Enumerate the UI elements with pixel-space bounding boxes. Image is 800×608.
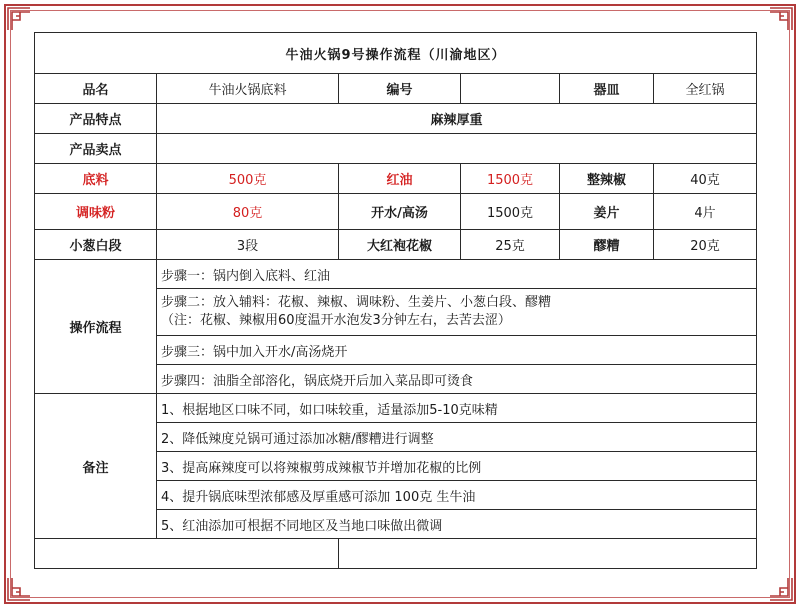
product-code-value [461,74,560,104]
process-step-3: 步骤三：锅中加入开水/高汤烧开 [157,336,757,365]
ingredient-row [35,164,757,194]
selling-points-value [157,134,757,164]
process-step-4: 步骤四：油脂全部溶化，锅底烧开后加入菜品即可烫食 [157,365,757,394]
ingredient-label: 大红袍花椒 [339,230,461,260]
ingredient-value: 20克 [654,230,757,260]
vessel-label: 器皿 [560,74,654,104]
corner-ornament-icon [768,6,794,32]
ingredient-value: 4片 [654,194,757,230]
product-code-label: 编号 [339,74,461,104]
process-step-2 [157,289,757,336]
ingredient-label: 整辣椒 [560,164,654,194]
features-value: 麻辣厚重 [157,104,757,134]
process-step-1: 步骤一：锅内倒入底料、红油 [157,260,757,289]
product-name-label: 品名 [35,74,157,104]
notes-label: 备注 [35,394,157,539]
blank-cell [339,539,757,569]
process-step-2-note: （注：花椒、辣椒用60度温开水泡发3分钟左右，去苦去涩） [161,313,511,328]
ingredient-label: 调味粉 [35,194,157,230]
process-step-2-line-1: 步骤二：放入辅料：花椒、辣椒、调味粉、生姜片、小葱白段、醪糟 [161,295,552,310]
ingredient-value: 1500克 [461,194,560,230]
selling-points-row [35,134,757,164]
features-row [35,104,757,134]
ingredient-label: 红油 [339,164,461,194]
note-row [35,394,757,423]
ingredient-label: 小葱白段 [35,230,157,260]
ingredient-value: 1500克 [461,164,560,194]
ingredient-row [35,230,757,260]
note-item: 4、提升锅底味型浓郁感及厚重感可添加 100克 生牛油 [157,481,757,510]
ingredient-label: 开水/高汤 [339,194,461,230]
ingredient-value: 80克 [157,194,339,230]
corner-ornament-icon [6,6,32,32]
blank-cell [35,539,339,569]
note-item: 5、红油添加可根据不同地区及当地口味做出微调 [157,510,757,539]
corner-ornament-icon [768,576,794,602]
ingredient-value: 3段 [157,230,339,260]
ingredient-row [35,194,757,230]
product-row [35,74,757,104]
ingredient-label: 底料 [35,164,157,194]
ingredient-value: 25克 [461,230,560,260]
process-step-row [35,260,757,289]
note-item: 1、根据地区口味不同，如口味较重，适量添加5-10克味精 [157,394,757,423]
features-label: 产品特点 [35,104,157,134]
corner-ornament-icon [6,576,32,602]
ingredient-label: 姜片 [560,194,654,230]
note-item: 3、提高麻辣度可以将辣椒剪成辣椒节并增加花椒的比例 [157,452,757,481]
ingredient-value: 500克 [157,164,339,194]
ingredient-label: 醪糟 [560,230,654,260]
sheet-title: 牛油火锅9号操作流程（川渝地区） [35,33,757,74]
process-label: 操作流程 [35,260,157,394]
product-name-value: 牛油火锅底料 [157,74,339,104]
selling-points-label: 产品卖点 [35,134,157,164]
ingredient-value: 40克 [654,164,757,194]
blank-footer-row [35,539,757,569]
recipe-sheet-table [34,32,757,569]
note-item: 2、降低辣度兑锅可通过添加冰糖/醪糟进行调整 [157,423,757,452]
vessel-value: 全红锅 [654,74,757,104]
